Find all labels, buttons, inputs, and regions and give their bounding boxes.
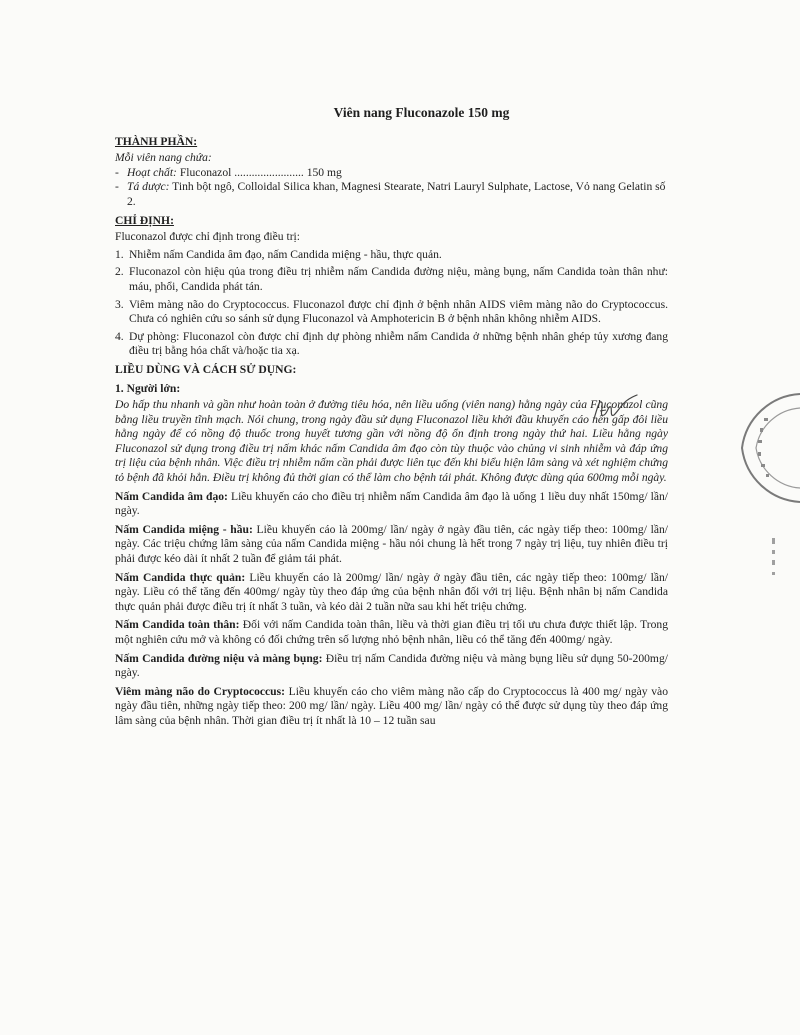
section-label: Viêm màng não do Cryptococcus: — [115, 684, 285, 698]
excipient-text: Tinh bột ngô, Colloidal Silica khan, Magnesi Stearate, Natri Lauryl Sulphate, Lactose, Vỏ nang Gelatin số 2. — [127, 180, 666, 208]
dosage-section — [115, 652, 668, 681]
stamp-icon — [720, 388, 800, 618]
document-body — [115, 106, 668, 729]
section-text: Đối với nấm Candida toàn thân, liều và thời gian điều trị tối ưu chưa được thiết lập. Trong một nghiên cứu mở và không có đối chứng trên số lượng nhỏ bệnh nhân, liều có thể tăng đến 400mg/ ngày. — [115, 618, 668, 646]
excipient-label: Tá dược: — [127, 180, 170, 194]
item-number: 4. — [115, 329, 124, 343]
section-label: Nấm Candida đường niệu và màng bụng: — [115, 651, 323, 665]
item-text: Fluconazol còn hiệu qủa trong điều trị nhiễm nấm Candida đường niệu, màng bụng, nấm Candida toàn thân như: máu, phổi, Candida phát tán. — [129, 265, 668, 293]
composition-excipient — [115, 180, 668, 209]
composition-active — [115, 166, 668, 181]
list-item — [115, 248, 668, 263]
dosage-heading: LIỀU DÙNG VÀ CÁCH SỬ DỤNG: — [115, 362, 297, 376]
active-text: Fluconazol ........................ 150 mg — [179, 165, 342, 179]
section-label: Nấm Candida toàn thân: — [115, 618, 240, 632]
indications-heading: CHỈ ĐỊNH: — [115, 213, 174, 227]
signature-icon — [590, 393, 640, 427]
item-number: 2. — [115, 265, 124, 279]
composition-heading: THÀNH PHẦN: — [115, 134, 198, 148]
item-text: Dự phòng: Fluconazol còn được chỉ định dự phòng nhiễm nấm Candida ở những bệnh nhân ghép tủy xương đang điều trị bằng hóa chất và/hoặc tia xạ. — [129, 329, 668, 358]
indications-intro: Fluconazol được chỉ định trong điều trị: — [115, 230, 300, 244]
section-label: Nấm Candida thực quản: — [115, 570, 246, 584]
composition-intro: Mỗi viên nang chứa: — [115, 151, 212, 165]
dosage-section — [115, 685, 668, 729]
item-text: Viêm màng não do Cryptococcus. Fluconazol được chỉ định ở bệnh nhân AIDS viêm màng não do Cryptococcus. Chưa có nghiên cứu so sánh sử dụng Fluconazol và Amphotericin B ở bệnh nhân không nhiễm AIDS. — [129, 297, 668, 326]
dash-marker: - — [115, 180, 119, 194]
list-item — [115, 265, 668, 294]
dosage-section — [115, 618, 668, 647]
dash-marker: - — [115, 165, 119, 179]
dosage-section — [115, 490, 668, 519]
section-label: Nấm Candida miệng - hầu: — [115, 522, 253, 536]
item-number: 1. — [115, 247, 124, 261]
section-text: Liều khuyến cáo cho điều trị nhiễm nấm Candida âm đạo là uống 1 liều duy nhất 150mg/ lần/ ngày. — [115, 489, 668, 518]
adult-heading: 1. Người lớn: — [115, 381, 181, 395]
section-text: Liều khuyến cáo là 200mg/ lần/ ngày ở ngày đầu tiên, các ngày tiếp theo: 100mg/ lần/ ngày. Các triệu chứng lâm sàng của nấm Candida miệng - hầu nói chung là hết trong 7 ngày trị liệu, tuy nhiên điều trị phải được kéo dài ít nhất 2 tuần để giảm tái phát. — [115, 522, 669, 566]
adult-italic-paragraph: Do hấp thu nhanh và gần như hoàn toàn ở đường tiêu hóa, nên liều uống (viên nang) hằng ngày của Fluconazol cũng bằng liều truyền tĩnh mạch. Nói chung, trong ngày đầu sử dụng Fluconazol liều khởi đầu khuyến cáo nên gấp đôi liều hằng ngày để có nồng độ thuốc trong huyết tương gần với nồng độ ổn định trong ngày thứ hai. Liều hằng ngày Fluconazol sử dụng trong điều trị nấm khác nấm Candida âm đạo còn tùy thuộc vào chủng vi sinh nhiễm và đáp ứng trị liệu của bệnh nhân. Việc điều trị nhiễm nấm cần phải được liên tục đến khi biểu hiện lâm sàng và xét nghiệm chứng tỏ bệnh đã khỏi hẳn. Điều trị không đủ thời gian có thể làm cho bệnh tái phát. Không được dùng qúa 600mg mỗi ngày. — [115, 398, 668, 485]
section-text: Liều khuyến cáo cho viêm màng não cấp do Cryptococcus là 400 mg/ ngày vào ngày đầu tiên, những ngày tiếp theo: 200 mg/ lần/ ngày. Liều 400 mg/ lần/ ngày có thể được sử dụng tùy theo đáp ứng lâm sàng của bệnh nhân. Thời gian điều trị ít nhất là 10 – 12 tuần sau — [115, 684, 668, 727]
section-text: Liều khuyến cáo là 200mg/ lần/ ngày ở ngày đầu tiên, các ngày tiếp theo: 100mg/ lần/ ngày. Liều có thể tăng đến 400mg/ ngày tùy theo đáp ứng của bệnh nhân đối với trị liệu. Bệnh nhân bị nấm Candida thực quản phải được điều trị ít nhất 3 tuần, và kéo dài 2 tuần nữa sau khi hết triệu chứng. — [115, 570, 669, 613]
item-text: Nhiễm nấm Candida âm đạo, nấm Candida miệng - hầu, thực quản. — [129, 247, 442, 261]
document-title: Viên nang Fluconazole 150 mg — [333, 105, 510, 120]
section-label: Nấm Candida âm đạo: — [115, 489, 228, 503]
dosage-section — [115, 571, 668, 615]
list-item — [115, 330, 668, 359]
list-item — [115, 298, 668, 327]
dosage-section — [115, 523, 668, 567]
section-text: Điều trị nấm Candida đường niệu và màng bụng liều sử dụng 50-200mg/ ngày. — [115, 651, 668, 680]
active-label: Hoạt chất: — [127, 165, 177, 179]
item-number: 3. — [115, 297, 124, 311]
